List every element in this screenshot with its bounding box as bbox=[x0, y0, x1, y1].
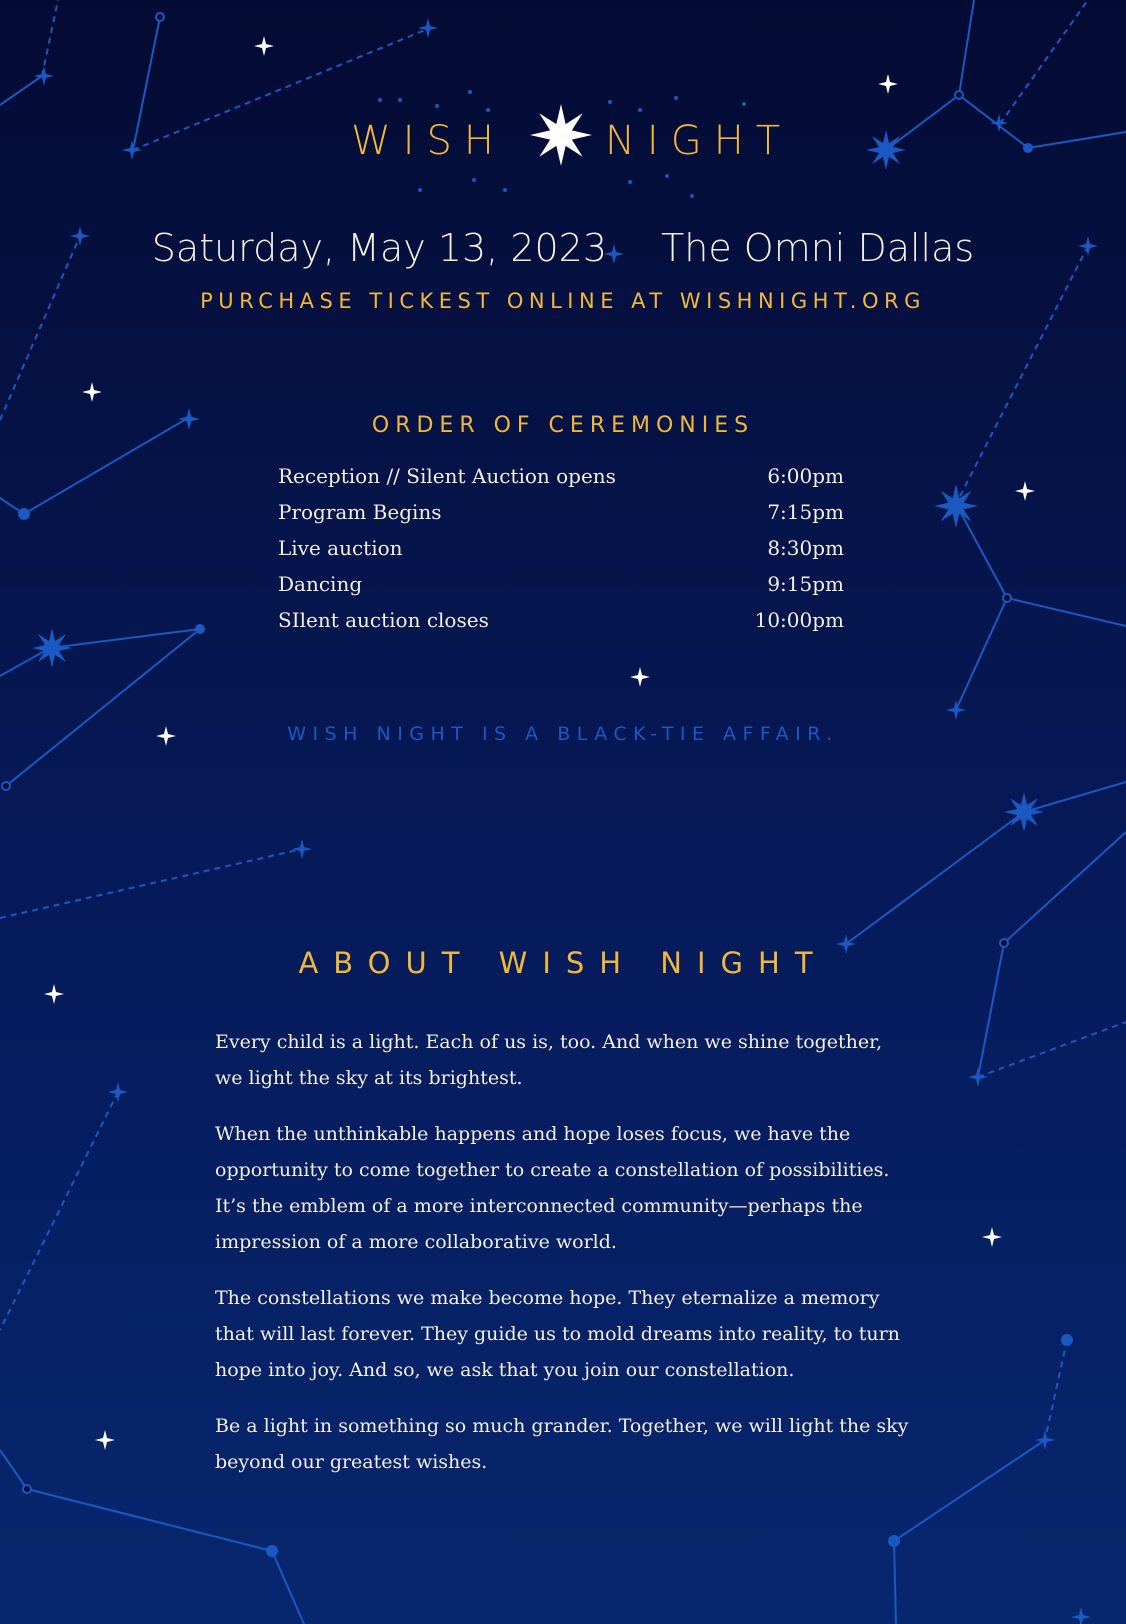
logo-night: NIGHT bbox=[605, 118, 793, 164]
schedule-item-time: 9:15pm bbox=[767, 572, 844, 596]
schedule-row bbox=[278, 530, 844, 566]
about-title: ABOUT WISH NIGHT bbox=[298, 946, 828, 980]
schedule-item-time: 6:00pm bbox=[767, 464, 844, 488]
about-body bbox=[215, 1024, 915, 1500]
about-paragraph: Be a light in something so much grander. Together, we will light the sky beyond our greatest wishes. bbox=[215, 1415, 909, 1473]
purchase-line: PURCHASE TICKEST ONLINE AT WISHNIGHT.ORG bbox=[200, 289, 926, 313]
event-info bbox=[0, 226, 1126, 270]
event-venue: The Omni Dallas bbox=[661, 226, 975, 270]
schedule-item-time: 8:30pm bbox=[767, 536, 844, 560]
schedule-row bbox=[278, 602, 844, 638]
logo-wish: WISH bbox=[351, 118, 506, 164]
schedule-item-name: Program Begins bbox=[278, 500, 442, 524]
schedule-item-name: Dancing bbox=[278, 572, 363, 596]
about-paragraph: The constellations we make become hope. They eternalize a memory that will last forever. They guide us to mold dreams into reality, to turn hope into joy. And so, we ask that you join our constellation. bbox=[215, 1287, 900, 1381]
schedule-row bbox=[278, 494, 844, 530]
schedule-item-name: Live auction bbox=[278, 536, 403, 560]
schedule-row bbox=[278, 458, 844, 494]
event-date: Saturday, May 13, 2023 bbox=[151, 226, 608, 270]
about-paragraph: Every child is a light. Each of us is, too. And when we shine together, we light the sky at its brightest. bbox=[215, 1031, 883, 1089]
dress-code: WISH NIGHT IS A BLACK-TIE AFFAIR. bbox=[287, 723, 839, 745]
ceremonies-schedule bbox=[278, 458, 844, 638]
ceremonies-title: ORDER OF CEREMONIES bbox=[371, 413, 755, 438]
schedule-item-name: Reception // Silent Auction opens bbox=[278, 464, 616, 488]
schedule-row bbox=[278, 566, 844, 602]
schedule-item-time: 10:00pm bbox=[754, 608, 844, 632]
about-paragraph: When the unthinkable happens and hope loses focus, we have the opportunity to come together to create a constellation of possibilities. It’s the emblem of a more interconnected community—perhaps the impression of a more collaborative world. bbox=[215, 1123, 890, 1253]
schedule-item-name: SIlent auction closes bbox=[278, 608, 489, 632]
schedule-item-time: 7:15pm bbox=[767, 500, 844, 524]
